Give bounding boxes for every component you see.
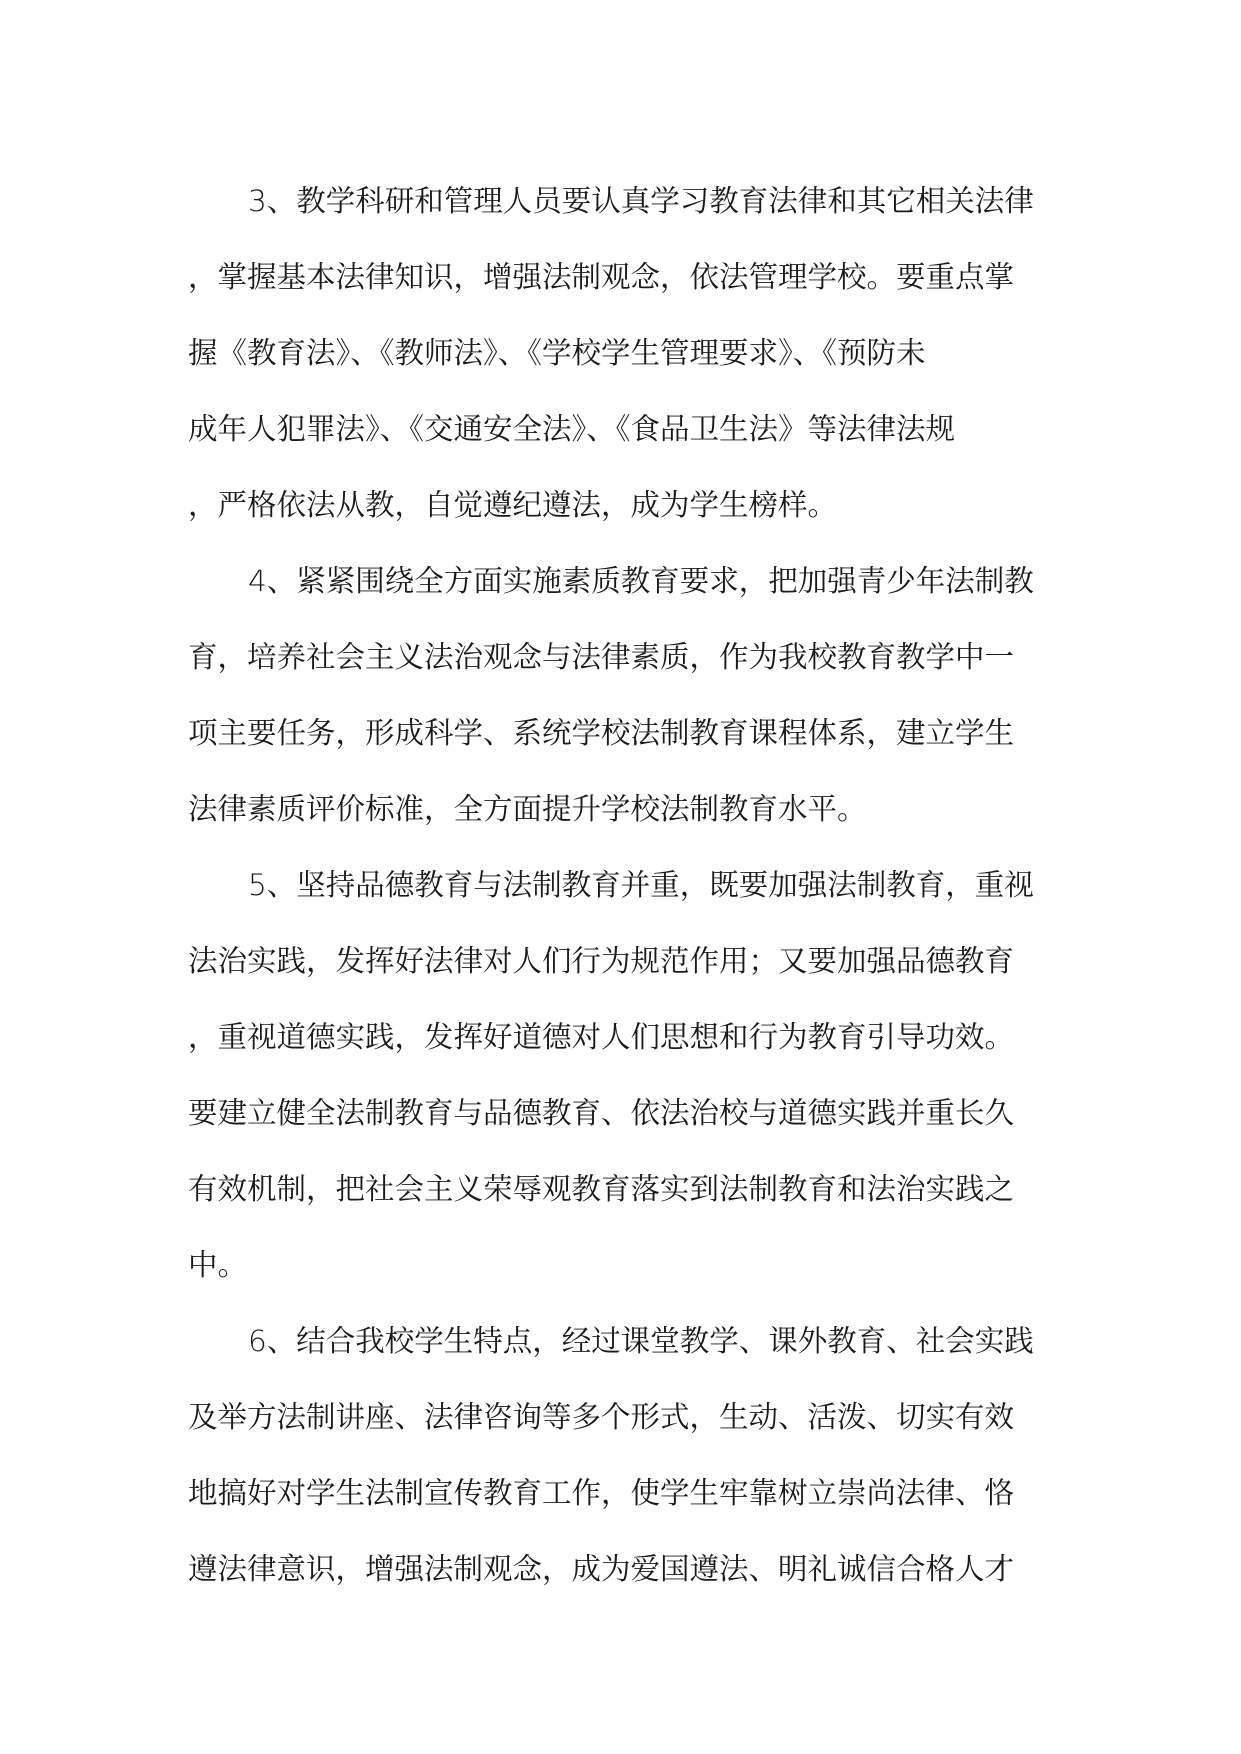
paragraph-4-line-1: 4、紧紧围绕全方面实施素质教育要求，把加强青少年法制教: [248, 564, 1034, 598]
paragraph-6-line-4: 遵法律意识，增强法制观念，成为爱国遵法、明礼诚信合格人才: [188, 1552, 1015, 1586]
paragraph-5-line-2: 法治实践，发挥好法律对人们行为规范作用；又要加强品德教育: [188, 944, 1015, 978]
paragraph-5-line-6: 中。: [188, 1248, 248, 1282]
paragraph-6-line-1: 6、结合我校学生特点，经过课堂教学、课外教育、社会实践: [248, 1324, 1034, 1358]
paragraph-4-line-4: 法律素质评价标准，全方面提升学校法制教育水平。: [188, 792, 867, 826]
paragraph-3-line-4: 成年人犯罪法》、《交通安全法》、《食品卫生法》等法律法规: [188, 412, 956, 446]
paragraph-5-line-4: 要建立健全法制教育与品德教育、依法治校与道德实践并重长久: [188, 1096, 1015, 1130]
document-body: [188, 163, 1058, 1607]
paragraph-5-line-5: 有效机制，把社会主义荣辱观教育落实到法制教育和法治实践之: [188, 1172, 1015, 1206]
paragraph-3-line-1: 3、教学科研和管理人员要认真学习教育法律和其它相关法律: [248, 184, 1034, 218]
paragraph-3-line-2: ，掌握基本法律知识，增强法制观念，依法管理学校。要重点掌: [188, 260, 1015, 294]
paragraph-4-line-2: 育，培养社会主义法治观念与法律素质，作为我校教育教学中一: [188, 640, 1015, 674]
paragraph-6-line-2: 及举方法制讲座、法律咨询等多个形式，生动、活泼、切实有效: [188, 1400, 1015, 1434]
paragraph-4-line-3: 项主要任务，形成科学、系统学校法制教育课程体系，建立学生: [188, 716, 1015, 750]
paragraph-5-line-1: 5、坚持品德教育与法制教育并重，既要加强法制教育，重视: [248, 868, 1034, 902]
paragraph-3-line-5: ，严格依法从教，自觉遵纪遵法，成为学生榜样。: [188, 488, 838, 522]
paragraph-6-line-3: 地搞好对学生法制宣传教育工作，使学生牢靠树立崇尚法律、恪: [188, 1476, 1015, 1510]
paragraph-5-line-3: ，重视道德实践，发挥好道德对人们思想和行为教育引导功效。: [188, 1020, 1015, 1054]
paragraph-3-line-3: 握《教育法》、《教师法》、《学校学生管理要求》、《预防未: [188, 336, 926, 370]
